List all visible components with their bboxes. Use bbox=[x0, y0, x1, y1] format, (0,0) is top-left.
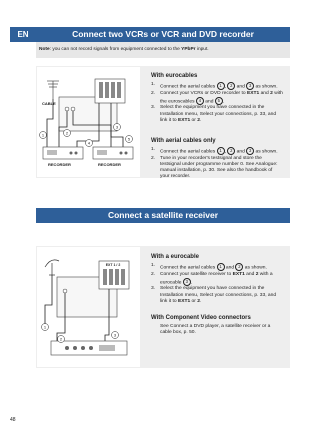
page-number: 48 bbox=[10, 417, 16, 423]
satellite-dish-icon bbox=[45, 260, 59, 275]
note-text: : you can not record signals from equipment connected to the bbox=[49, 47, 182, 52]
recorder-right bbox=[93, 147, 133, 159]
section-title-vcr: Connect two VCRs or VCR and DVD recorder bbox=[36, 27, 290, 42]
callout-2 bbox=[64, 130, 71, 137]
svg-text:4: 4 bbox=[87, 140, 91, 146]
circle-number-icon: 1 bbox=[217, 263, 225, 271]
svg-text:1: 1 bbox=[41, 132, 45, 138]
circle-number-icon: 4 bbox=[196, 97, 204, 105]
note-label: Note bbox=[39, 47, 50, 52]
step: 2. Connect your VCRs or DVD recorder to EXT1 and 2 with the euroscables 4 and 5 . bbox=[151, 90, 283, 105]
vcr-connection-diagram bbox=[37, 67, 140, 177]
circle-number-icon: 2 bbox=[227, 147, 235, 155]
circle-number-icon: 3 bbox=[246, 147, 254, 155]
callout-3 bbox=[114, 124, 121, 131]
circle-number-icon: 1 bbox=[217, 82, 225, 90]
callout-4 bbox=[86, 140, 93, 147]
step: 2. Connect your satellite receiver to EXT1 and 2 with a eurocable 3 . bbox=[151, 271, 273, 286]
svg-text:2: 2 bbox=[65, 130, 69, 136]
language-tab: EN bbox=[10, 27, 36, 42]
ext-label: EXT 1 / 2 bbox=[105, 263, 121, 267]
eurocable-heading: With a eurocable bbox=[151, 254, 199, 260]
recorder-left-label: RECORDER bbox=[48, 162, 71, 167]
step: 2. Tune in your recorder's testsignal and store the testsignal under programme number 0. See Analogue: manual installation, p. 30. See also the handbook of your recorder. bbox=[151, 155, 278, 180]
eurocables-steps bbox=[151, 82, 283, 124]
svg-text:1: 1 bbox=[43, 324, 47, 330]
recorder-right-label: RECORDER bbox=[98, 162, 121, 167]
component-heading: With Component Video connectors bbox=[151, 315, 251, 321]
recorder-left bbox=[43, 147, 83, 159]
step: 3. Select the equipment you have connected in the Installation menu, Select your connections, p. 33, and link it to EXT1 or 2. bbox=[151, 105, 277, 124]
component-text: See Connect a DVD player, a satellite receiver or a cable box, p. 50. bbox=[160, 324, 271, 336]
aerial-steps bbox=[151, 147, 283, 181]
step: 1. Connect the aerial cables 1 and 2 as shown. bbox=[151, 263, 267, 271]
circle-number-icon: 5 bbox=[215, 97, 223, 105]
callout-2 bbox=[58, 336, 65, 343]
svg-text:3: 3 bbox=[115, 124, 119, 130]
step: 1. Connect the aerial cables 1 , 2 and 3 as shown. bbox=[151, 82, 278, 90]
note-bar bbox=[36, 42, 290, 58]
note-bold: YPbPr bbox=[181, 47, 196, 52]
svg-text:3: 3 bbox=[113, 332, 117, 338]
callout-1 bbox=[42, 324, 49, 331]
callout-5 bbox=[126, 136, 133, 143]
callout-1 bbox=[40, 132, 47, 139]
antenna-icon bbox=[47, 81, 59, 99]
eurocables-heading: With eurocables bbox=[151, 73, 198, 79]
tv-back-panel bbox=[59, 79, 125, 131]
step: 3. Select the equipment you have connected in the Installation menu, Select your connections, p. 33, and link it to EXT1 or 2. bbox=[151, 286, 277, 305]
section-title-satellite: Connect a satellite receiver bbox=[36, 208, 290, 223]
circle-number-icon: 2 bbox=[227, 82, 235, 90]
note-end: input. bbox=[195, 47, 209, 52]
satellite-receiver bbox=[51, 341, 127, 355]
svg-text:2: 2 bbox=[59, 336, 63, 342]
circle-number-icon: 3 bbox=[183, 278, 191, 286]
circle-number-icon: 3 bbox=[246, 82, 254, 90]
circle-number-icon: 2 bbox=[235, 263, 243, 271]
aerial-heading: With aerial cables only bbox=[151, 138, 216, 144]
svg-text:5: 5 bbox=[127, 136, 131, 142]
cable-label: CABLE bbox=[42, 101, 56, 106]
eurocable-steps bbox=[151, 263, 283, 305]
circle-number-icon: 1 bbox=[217, 147, 225, 155]
callout-3 bbox=[112, 332, 119, 339]
step: 1. Connect the aerial cables 1 , 2 and 3 as shown. bbox=[151, 147, 278, 155]
satellite-connection-diagram bbox=[37, 247, 140, 367]
tv-back-panel bbox=[57, 261, 129, 317]
